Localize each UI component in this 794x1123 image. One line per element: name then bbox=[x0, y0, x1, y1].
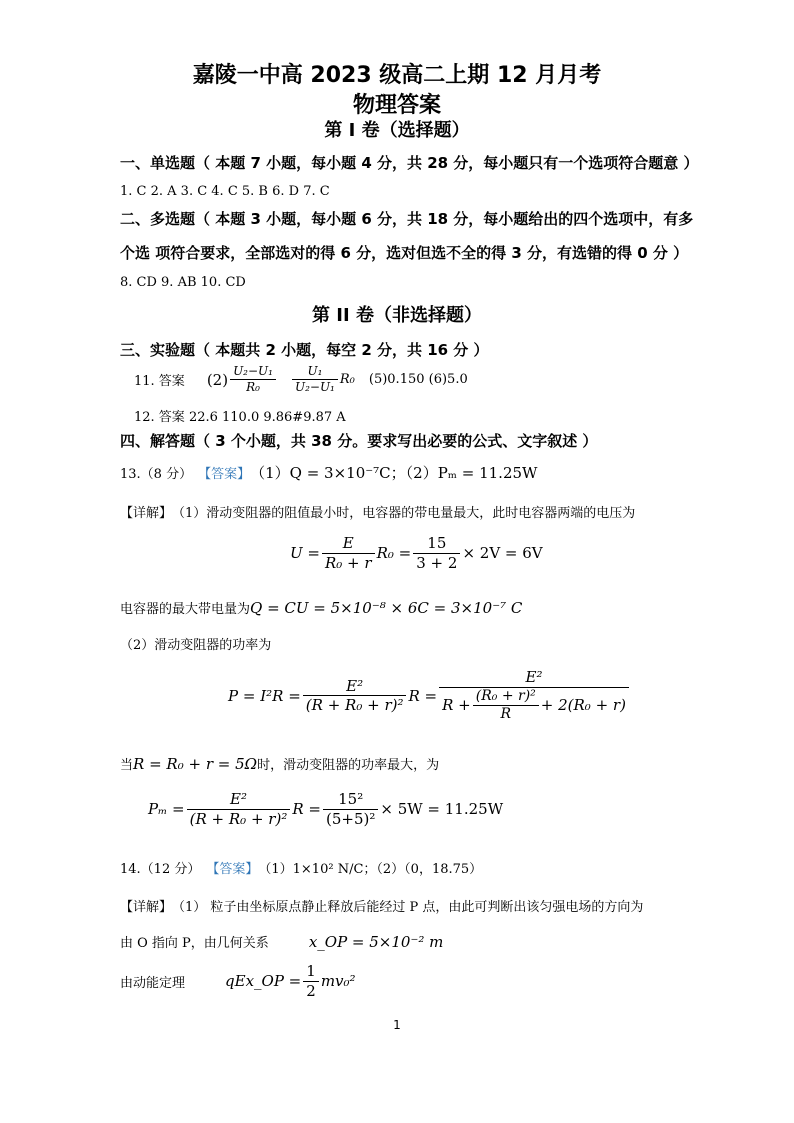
eq1-f2-den: 3 + 2 bbox=[416, 553, 458, 572]
q13-answer-line bbox=[120, 462, 537, 483]
q11-frac1-den: R₀ bbox=[246, 380, 260, 394]
q13-detail-tag: 【详解】 bbox=[120, 506, 173, 521]
eq1-f2-num: 15 bbox=[413, 534, 460, 554]
eq1-mid: R₀ = bbox=[376, 544, 412, 563]
part1-heading: 第 I 卷（选择题） bbox=[324, 120, 470, 141]
q14-detail-line2 bbox=[120, 932, 443, 951]
eq3-f2-num: 15² bbox=[323, 790, 378, 810]
q13-equation-3 bbox=[148, 790, 503, 829]
q14-detail-tag: 【详解】 bbox=[120, 900, 173, 915]
q14-detail2-eq: x_OP = 5×10⁻² m bbox=[308, 932, 444, 951]
eq3-f1-den: (R + R₀ + r)² bbox=[189, 809, 288, 828]
page-title: 嘉陵一中高 2023 级高二上期 12 月月考 bbox=[192, 63, 602, 88]
q13-answer-tag: 【答案】 bbox=[198, 467, 251, 482]
eq3-f2-den: (5+5)² bbox=[325, 809, 376, 828]
q13-answer-text: （1）Q = 3×10⁻⁷C；（2）Pₘ = 11.25W bbox=[250, 464, 538, 482]
q11-frac2-den: U₂−U₁ bbox=[294, 380, 335, 394]
q13-equation-1 bbox=[290, 534, 543, 573]
q14-detail2-a: 由 O 指向 P，由几何关系 bbox=[120, 936, 269, 951]
q14-detail1: （1） 粒子由坐标原点静止释放后能经过 P 点，由此可判断出该匀强电场的方向为 bbox=[172, 900, 644, 915]
eq2-f2-den-a: R + bbox=[442, 696, 471, 715]
q14-detail3-a: 由动能定理 bbox=[120, 975, 186, 991]
q14-detail-line1 bbox=[120, 896, 643, 915]
eq3-fraction-2 bbox=[323, 790, 378, 829]
q13-label: 13.（8 分） bbox=[120, 467, 193, 482]
section1-heading: 一、单选题（ 本题 7 小题，每小题 4 分，共 28 分，每小题只有一个选项符合题意 ） bbox=[120, 154, 699, 172]
eq2-f1-den: (R + R₀ + r)² bbox=[305, 696, 404, 715]
q14-label: 14.（12 分） bbox=[120, 862, 201, 877]
section3-heading: 三、实验题（ 本题共 2 小题，每空 2 分，共 16 分 ） bbox=[120, 341, 489, 359]
eq2-inner-fraction bbox=[473, 688, 539, 724]
eq1-f1-den: R₀ + r bbox=[324, 553, 372, 572]
eq2-f2-den bbox=[439, 688, 629, 724]
q11-prefix: 11. 答案 bbox=[134, 374, 185, 389]
eq2-f1-num: E² bbox=[303, 677, 407, 697]
eq3-f1-num: E² bbox=[187, 790, 291, 810]
eq2-f2-num: E² bbox=[439, 668, 629, 688]
q11-frac2-tail: R₀ bbox=[339, 372, 355, 387]
q13-equation-2 bbox=[228, 668, 631, 724]
q14-detail-line3 bbox=[120, 962, 356, 1001]
eq2-fraction-1 bbox=[303, 677, 407, 716]
section2-answers: 8. CD 9. AB 10. CD bbox=[120, 275, 246, 290]
q14-answer-line bbox=[120, 858, 482, 877]
page-subtitle: 物理答案 bbox=[352, 93, 441, 118]
eq3-mid: R = bbox=[292, 800, 321, 819]
q13-detail-line1 bbox=[120, 502, 635, 521]
q14-answer-tag: 【答案】 bbox=[206, 862, 259, 877]
q14-frac-den: 2 bbox=[306, 981, 316, 1000]
eq2-fraction-2 bbox=[439, 668, 629, 724]
eq3-rhs: × 5W = 11.25W bbox=[380, 800, 504, 819]
eq2-f2-den-b: + 2(R₀ + r) bbox=[540, 696, 626, 715]
q13-detail1: （1）滑动变阻器的阻值最小时，电容器的带电量最大，此时电容器两端的电压为 bbox=[172, 506, 636, 521]
section4-heading: 四、解答题（ 3 个小题，共 38 分。要求写出必要的公式、文字叙述 ） bbox=[120, 432, 598, 450]
eq1-fraction-2 bbox=[413, 534, 460, 573]
part2-heading: 第 II 卷（非选择题） bbox=[312, 305, 482, 326]
q13-detail2-eq: Q = CU = 5×10⁻⁸ × 6C = 3×10⁻⁷ C bbox=[250, 598, 523, 617]
q11-answer-row bbox=[134, 364, 468, 395]
q14-detail3-lhs: qEx_OP = bbox=[225, 972, 302, 991]
eq3-fraction-1 bbox=[187, 790, 291, 829]
q11-frac2-num: U₁ bbox=[292, 364, 338, 380]
q13-detail4-a: 当 bbox=[120, 758, 134, 773]
q14-answer-text: （1）1×10² N/C；（2）（0，18.75） bbox=[258, 862, 483, 877]
q13-detail4-eq: R = R₀ + r = 5Ω bbox=[133, 754, 258, 773]
page-number: 1 bbox=[393, 1018, 401, 1032]
q14-frac-num: 1 bbox=[303, 962, 319, 982]
q14-detail3-fraction bbox=[303, 962, 319, 1001]
eq2-inner-num: (R₀ + r)² bbox=[473, 688, 539, 707]
q13-detail-line2 bbox=[120, 598, 522, 617]
q14-detail3-rhs: mv₀² bbox=[320, 972, 356, 991]
q13-detail2-text: 电容器的最大带电量为 bbox=[120, 602, 251, 617]
eq2-lhs: P = I²R = bbox=[228, 686, 301, 705]
q11-fraction-1 bbox=[230, 364, 276, 395]
eq3-lhs: Pₘ = bbox=[148, 800, 185, 819]
q11-item2-label: (2) bbox=[206, 370, 229, 389]
eq1-fraction-1 bbox=[322, 534, 375, 573]
eq1-f1-num: E bbox=[322, 534, 375, 554]
q13-detail-line4 bbox=[120, 754, 439, 773]
section1-answers: 1. C 2. A 3. C 4. C 5. B 6. D 7. C bbox=[120, 184, 330, 199]
q12-answer-row: 12. 答案 22.6 110.0 9.86#9.87 A bbox=[134, 410, 346, 425]
eq2-inner-den: R bbox=[500, 706, 512, 723]
eq1-rhs: × 2V = 6V bbox=[462, 544, 543, 563]
q11-frac1-num: U₂−U₁ bbox=[230, 364, 276, 380]
eq2-mid: R = bbox=[408, 686, 438, 705]
q13-detail4-b: 时，滑动变阻器的功率最大，为 bbox=[257, 758, 440, 773]
q11-rest: (5)0.150 (6)5.0 bbox=[368, 372, 468, 387]
eq1-lhs: U = bbox=[290, 544, 320, 563]
q11-fraction-2 bbox=[292, 364, 338, 395]
section2-heading-line2: 个选 项符合要求，全部选对的得 6 分，选对但选不全的得 3 分，有选错的得 0 分 ） bbox=[120, 244, 689, 262]
q13-detail-line3: （2）滑动变阻器的功率为 bbox=[120, 638, 272, 653]
section2-heading-line1: 二、多选题（ 本题 3 小题，每小题 6 分，共 18 分，每小题给出的四个选项中，有多 bbox=[120, 210, 694, 228]
